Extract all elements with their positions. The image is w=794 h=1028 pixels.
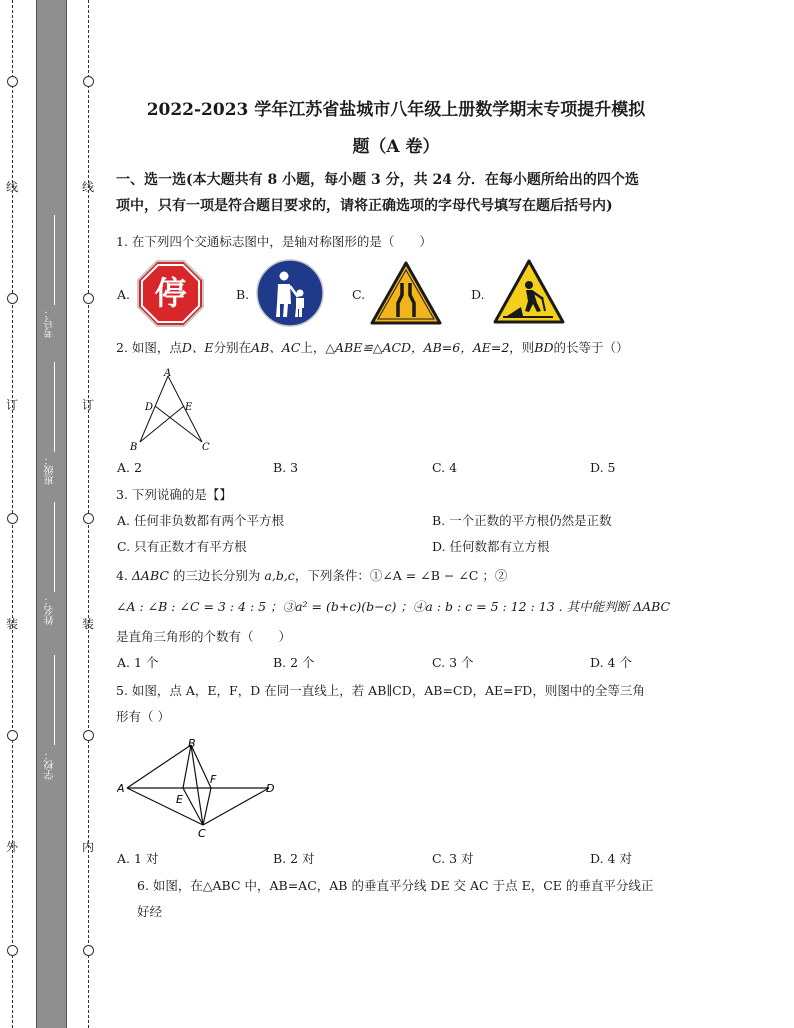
- q2-points: D、E: [181, 340, 214, 355]
- question-5-line2: 形有（ ）: [116, 709, 170, 724]
- q5-option-a: A. 1 对: [117, 851, 159, 866]
- q2-fig-label-d: D: [145, 402, 154, 413]
- q1-option-d-label: D.: [471, 287, 485, 302]
- q5-fig-label-e: E: [176, 793, 183, 806]
- binding-hole: [83, 513, 94, 524]
- name-line: [54, 502, 55, 592]
- road-narrows-sign-icon: [370, 261, 442, 325]
- stop-sign-text: 停: [154, 274, 187, 312]
- binding-hole: [7, 513, 18, 524]
- q2-stem-d: ，则: [509, 340, 535, 355]
- binding-hole: [83, 293, 94, 304]
- question-1-stem: 1. 在下列四个交通标志图中，是轴对称图形的是（ ）: [116, 234, 432, 249]
- q2-option-c: C. 4: [432, 460, 458, 475]
- binding-hole: [7, 945, 18, 956]
- exam-number-label: 考号：: [45, 308, 56, 338]
- margin-char-wai: 外: [5, 840, 18, 854]
- name-label: 姓名：: [45, 595, 56, 625]
- q5-fig-label-a: A: [117, 782, 125, 795]
- question-4-line1: [116, 566, 507, 584]
- margin-char-zhuang-inner: 装: [81, 617, 94, 631]
- class-label: 班级：: [45, 455, 56, 485]
- q2-option-a: A. 2: [117, 460, 142, 475]
- q5-option-c: C. 3 对: [432, 851, 474, 866]
- q4-text-a: 的三边长分别为: [168, 568, 265, 583]
- q4-triangle: ΔABC: [131, 568, 169, 583]
- binding-hole: [83, 730, 94, 741]
- q5-fig-label-c: C: [198, 827, 206, 840]
- q4-num: 4.: [116, 568, 132, 583]
- section-header: [116, 167, 680, 219]
- q2-fig-label-c: C: [202, 442, 210, 453]
- q2-bd: BD: [534, 340, 554, 355]
- margin-char-ding-outer: 订: [5, 398, 18, 412]
- binding-hole: [7, 76, 18, 87]
- q4-conditions-1: ，下列条件：①∠A = ∠B − ∠C ；②: [294, 568, 508, 583]
- q2-option-b: B. 3: [273, 460, 299, 475]
- road-work-sign-icon: [493, 259, 565, 325]
- q1-option-c-label: C.: [352, 287, 366, 302]
- binding-hole: [83, 945, 94, 956]
- page-title-cont: 题（A 卷）: [352, 137, 440, 157]
- q1-option-b-label: B.: [236, 287, 250, 302]
- q2-fig-label-e: E: [185, 402, 193, 413]
- q2-segments: AB、AC: [251, 340, 301, 355]
- question-3-stem: 3. 下列说确的是【】: [116, 487, 232, 502]
- question-5-line1: 5. 如图，点 A，E，F，D 在同一直线上，若 AB∥CD，AB=CD，AE=FD，则图中的全等三角: [116, 683, 645, 698]
- pedestrian-sign-icon: [256, 259, 324, 327]
- margin-char-ding-inner: 订: [81, 398, 94, 412]
- q4-option-b: B. 2 个: [273, 655, 315, 670]
- margin-char-zhuang-outer: 装: [5, 617, 18, 631]
- q5-figure: [117, 733, 282, 843]
- class-line: [54, 362, 55, 452]
- q2-stem-b: 分别在: [213, 340, 252, 355]
- question-6-line1: 6. 如图，在△ABC 中，AB=AC，AB 的垂直平分线 DE 交 AC 于点 E，CE 的垂直平分线正: [137, 878, 654, 893]
- q3-option-a: A. 任何非负数都有两个平方根: [117, 513, 284, 528]
- q2-fig-label-a: A: [164, 368, 172, 379]
- margin-char-nei: 内: [81, 840, 94, 854]
- binding-margin: [0, 0, 100, 1028]
- binding-hole: [83, 76, 94, 87]
- q2-stem-c: 上，: [300, 340, 326, 355]
- binding-hole: [7, 293, 18, 304]
- q2-figure: [128, 366, 218, 456]
- q3-option-d: D. 任何数都有立方根: [432, 539, 550, 554]
- page-title: 2022-2023 学年江苏省盐城市八年级上册数学期末专项提升模拟: [146, 100, 646, 120]
- q3-option-b: B. 一个正数的平方根仍然是正数: [432, 513, 612, 528]
- section-header-line2: 项中，只有一项是符合题目要求的，请将正确选项的字母代号填写在题后括号内): [116, 198, 613, 214]
- q1-option-a-label: A.: [117, 287, 131, 302]
- q2-stem-e: 的长等于（）: [553, 340, 629, 355]
- q5-option-d: D. 4 对: [590, 851, 632, 866]
- question-4-line3: 是直角三角形的个数有（ ）: [116, 629, 292, 644]
- question-2-stem: [116, 338, 629, 356]
- q2-congruence: △ABE≌△ACD，AB=6，AE=2: [325, 340, 510, 355]
- question-4-line2: ∠A : ∠B : ∠C = 3 : 4 : 5 ；③a² = (b+c)(b−c) ；④a : b : c = 5 : 12 : 13 . 其中能判断 ΔABC: [116, 599, 671, 614]
- exam-number-line: [54, 215, 55, 305]
- margin-char-xian-outer: 线: [5, 180, 18, 194]
- q2-fig-label-b: B: [130, 442, 138, 453]
- q4-option-d: D. 4 个: [590, 655, 632, 670]
- q5-option-b: B. 2 对: [273, 851, 315, 866]
- binding-hole: [7, 730, 18, 741]
- q2-option-d: D. 5: [590, 460, 616, 475]
- q5-fig-label-b: B: [188, 737, 196, 750]
- q2-stem-a: 2. 如图，点: [116, 340, 182, 355]
- school-line: [54, 655, 55, 745]
- q3-option-c: C. 只有正数才有平方根: [117, 539, 247, 554]
- q4-option-c: C. 3 个: [432, 655, 474, 670]
- section-header-line1: 一、选一选(本大题共有 8 小题，每小题 3 分，共 24 分．在每小题所给出的四个选: [116, 172, 639, 188]
- q4-sides: a,b,c: [264, 568, 295, 583]
- question-6-line2: 好经: [137, 904, 163, 919]
- q5-fig-label-d: D: [266, 782, 275, 795]
- stop-sign-icon: [137, 260, 204, 327]
- gray-binding-band: [36, 0, 67, 1028]
- school-label: 学校：: [45, 750, 56, 780]
- q5-fig-label-f: F: [210, 773, 217, 786]
- margin-char-xian-inner: 线: [81, 180, 94, 194]
- q4-option-a: A. 1 个: [117, 655, 159, 670]
